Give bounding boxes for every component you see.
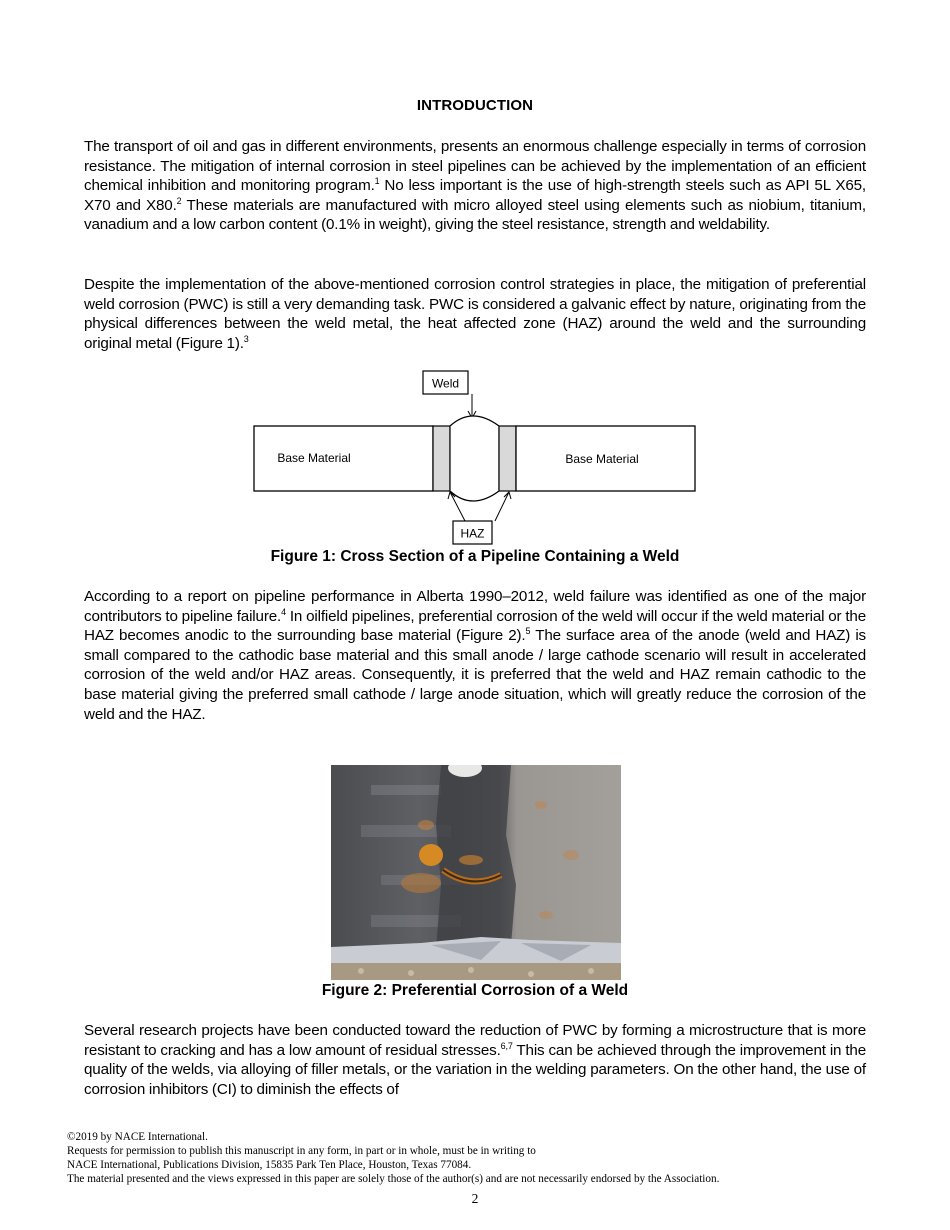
paragraph-intro-4: Several research projects have been conducted toward the reduction of PWC by forming a microstructure that is more resistant to cracking and has a low amount of residual stresses.$^{6,7}$ This can be achieved through the improvement in the quality of the welds, via alloying of filler metals, or the variation in the welding parameters. On the other hand, the use of corrosion inhibitors (CI) to diminish the effects of [84, 1022, 866, 1098]
footer-line: The material presented and the views expressed in this paper are solely those of the author(s) and are not necessarily endorsed by the Association. [67, 1173, 720, 1185]
paragraph-intro-1: The transport of oil and gas in different environments, presents an enormous challenge especially in terms of corrosion resistance. The mitigation of internal corrosion in steel pipelines can be achieved by the implementation of an efficient chemical inhibition and monitoring program.$^1$ No less important is the use of high-strength steels such as API 5L X65, X70 and X80.$^2$ These materials are manufactured with micro alloyed steel using elements such as niobium, titanium, vanadium and a low carbon content (0.1% in weight), giving the steel resistance, strength and weldability. [84, 138, 866, 234]
weld-label: Weld [431, 376, 460, 391]
haz-label: HAZ [460, 526, 485, 541]
citation-4: 4 [281, 606, 286, 617]
paragraph-intro-2: Despite the implementation of the above-mentioned corrosion control strategies in place, the mitigation of preferential weld corrosion (PWC) is still a very demanding task. PWC is considered a galvanic effect by nature, originating from the physical differences between the weld metal, the heat affected zone (HAZ) around the weld and the surrounding original metal (Figure 1).$^3$ [84, 276, 866, 352]
footer-line: ©2019 by NACE International. [67, 1131, 208, 1143]
svg-text:Base Material: Base Material [277, 451, 351, 465]
figure-1-diagram [250, 368, 700, 548]
figure-2-caption: Figure 2: Preferential Corrosion of a Weld [321, 982, 629, 999]
haz-arrow-right [495, 492, 509, 521]
citation-3: 3 [243, 333, 249, 344]
haz-right [499, 426, 516, 491]
citation-6-7: 6,7 [500, 1040, 513, 1051]
footer-line: NACE International, Publications Division, 15835 Park Ten Place, Houston, Texas 77084. [67, 1159, 472, 1171]
citation-2: 2 [176, 195, 182, 206]
figure-2-photo [331, 765, 621, 980]
copyright-footer [67, 1130, 719, 1186]
page-number: 2 [471, 1191, 479, 1206]
citation-1: 1 [374, 176, 380, 187]
section-heading: INTRODUCTION [416, 97, 534, 114]
haz-left [433, 426, 450, 491]
citation-5: 5 [525, 626, 531, 637]
footer-line: Requests for permission to publish this manuscript in any form, in part or in whole, must be in writing to [67, 1145, 536, 1157]
weld-metal [450, 426, 499, 491]
svg-text:Base Material: Base Material [565, 452, 639, 466]
paragraph-intro-3: According to a report on pipeline performance in Alberta 1990–2012, weld failure was identified as one of the major contributors to pipeline failure.$^4$ In oilfield pipelines, preferential corrosion of the weld will occur if the weld material or the HAZ becomes anodic to the surrounding base material (Figure 2).$^5$ The surface area of the anode (weld and HAZ) is small compared to the cathodic base material and this small anode / large cathode scenario will result in accelerated corrosion of the weld and/or HAZ areas. Consequently, it is preferred that the weld and HAZ remain cathodic to the base material giving the preferred small cathode / large anode situation, which will greatly reduce the corrosion of the weld and the HAZ. [84, 588, 866, 723]
figure-1-caption: Figure 1: Cross Section of a Pipeline Containing a Weld [270, 548, 680, 565]
